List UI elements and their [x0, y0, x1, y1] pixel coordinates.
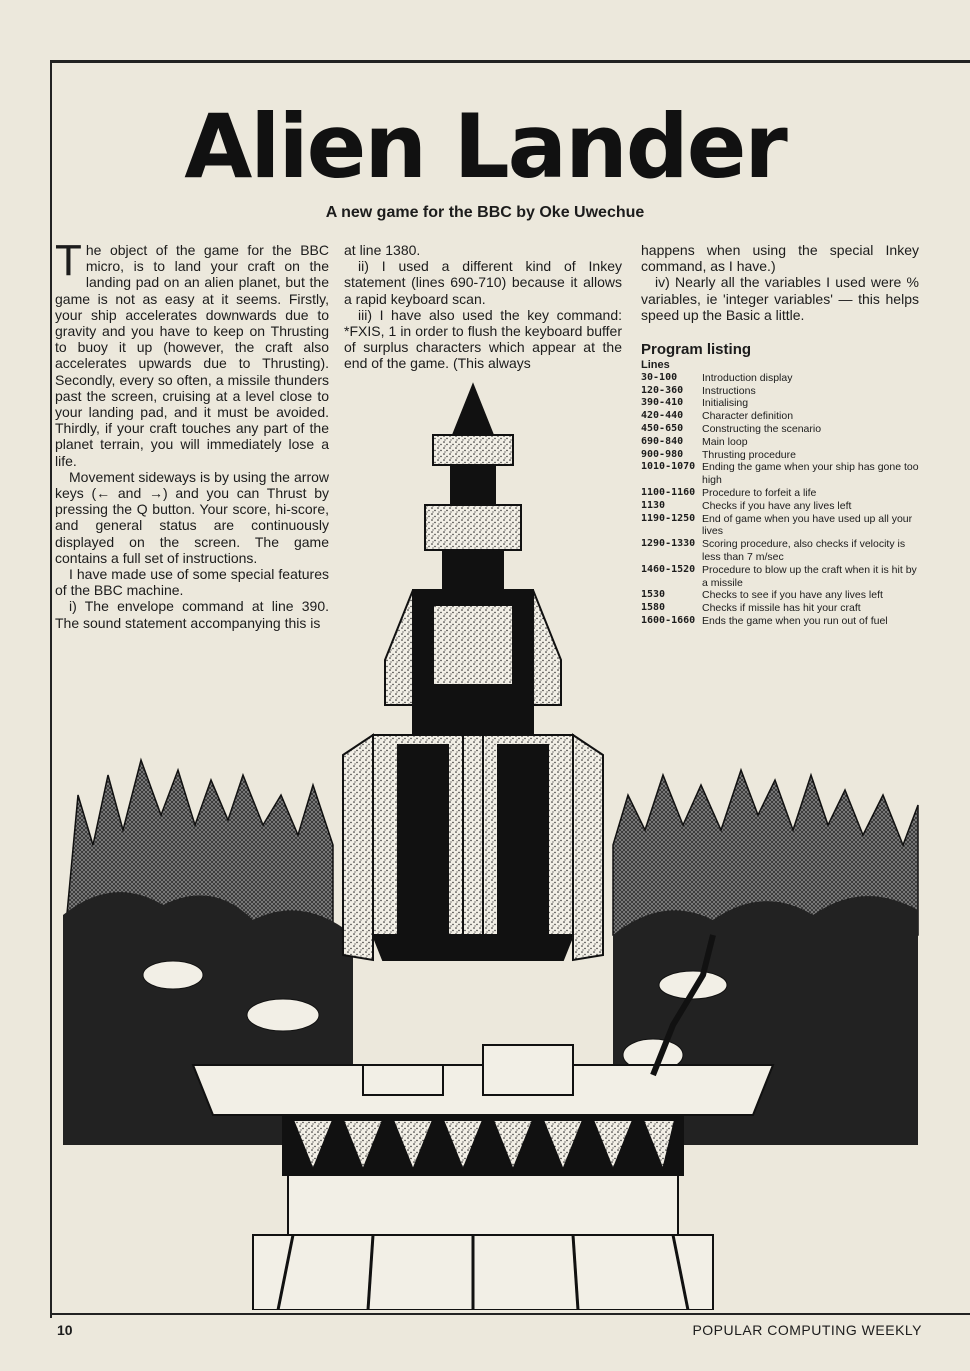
line-range: 120-360	[641, 384, 684, 396]
line-range: 420-440	[641, 410, 684, 422]
line-description: Scoring procedure, also checks if velocity is less than 7 m/sec	[702, 538, 906, 563]
line-description: Main loop	[702, 435, 748, 448]
line-description: Ending the game when your ship has gone too high	[702, 461, 919, 487]
line-description: Introduction display	[702, 371, 793, 384]
drop-cap: T	[55, 236, 82, 285]
paragraph: Movement sideways is by using the arrow keys (← and →) and you can Thrust by pressing the Q button. Your score, hi-score, and general status are continuously displayed on the screen. The game contains a full set of instructions.	[55, 468, 329, 566]
line-range: 1130	[641, 499, 666, 511]
paragraph: The object of the game for the BBC micro, is to land your craft on the landing pad on an alien planet, but the game is not as easy at it seems. Firstly, your ship accelerates downwards due to gravity and you have to keep on Thrusting to buoy it up (however, the craft also accelerates upwards due to Thrusting). Secondly, every so often, a missile thunders past the screen, cruising at a level close to your landing pad, and it must be avoided. Thirdly, if your craft touches any part of the planet terrain, you will immediately lose a life.	[55, 236, 329, 469]
paragraph: iii) I have also used the key command: *FXIS, 1 in order to flush the keyboard buffer of surplus characters which appear at the end of the game. (This always	[344, 306, 622, 372]
line-description: Procedure to forfeit a life	[702, 486, 817, 499]
paragraph: at line 1380.	[344, 242, 421, 258]
line-range: 1460-1520	[641, 563, 696, 575]
listing-header: Lines	[641, 359, 670, 371]
paragraph: I have made use of some special features of the BBC machine.	[55, 566, 329, 599]
paragraph: i) The envelope command at line 390. The sound statement accompanying this is	[55, 598, 329, 631]
rocket-illustration	[53, 375, 923, 1310]
paragraph: happens when using the special Inkey command, as I have.)	[641, 242, 919, 275]
publication-name: POPULAR COMPUTING WEEKLY	[692, 1322, 922, 1338]
line-description: Character definition	[702, 410, 794, 423]
line-range: 1580	[641, 602, 666, 614]
text-column-2	[344, 242, 622, 372]
line-range: 1530	[641, 589, 666, 601]
text-column-3	[641, 242, 919, 323]
line-range: 1290-1330	[641, 538, 696, 550]
line-description: Procedure to blow up the craft when it is hit by a missile	[702, 563, 917, 589]
line-description: Checks if missile has hit your craft	[702, 602, 861, 615]
line-description: Thrusting procedure	[702, 448, 796, 461]
program-listing-title: Program listing	[641, 341, 752, 358]
page-number: 10	[57, 1322, 73, 1338]
line-description: End of game when you have used up all your lives	[702, 512, 913, 538]
article-subtitle: A new game for the BBC by Oke Uwechue	[325, 204, 645, 221]
line-range: 1010-1070	[641, 461, 696, 473]
line-range: 390-410	[641, 397, 684, 409]
line-range: 1600-1660	[641, 614, 696, 626]
paragraph: iv) Nearly all the variables I used were % variables, ie 'integer variables' — this helps speed up the Basic a little.	[641, 274, 919, 323]
line-range: 450-650	[641, 422, 684, 434]
paragraph: ii) I used a different kind of Inkey statement (lines 690-710) because it allows a rapid keyboard scan.	[344, 258, 622, 307]
line-range: 1190-1250	[641, 512, 696, 524]
line-range: 690-840	[641, 435, 684, 447]
page-frame-bottom	[50, 1313, 970, 1315]
line-description: Instructions	[702, 384, 756, 397]
line-range: 900-980	[641, 448, 684, 460]
line-range: 1100-1160	[641, 486, 696, 498]
line-description: Initialising	[702, 397, 749, 410]
line-description: Checks if you have any lives left	[702, 499, 852, 512]
line-range: 30-100	[641, 371, 678, 383]
line-description: Ends the game when you run out of fuel	[702, 614, 888, 627]
line-description: Constructing the scenario	[702, 422, 822, 435]
rocket	[343, 385, 603, 960]
line-description: Checks to see if you have any lives left	[702, 589, 883, 602]
article-title: Alien Lander	[184, 95, 786, 198]
